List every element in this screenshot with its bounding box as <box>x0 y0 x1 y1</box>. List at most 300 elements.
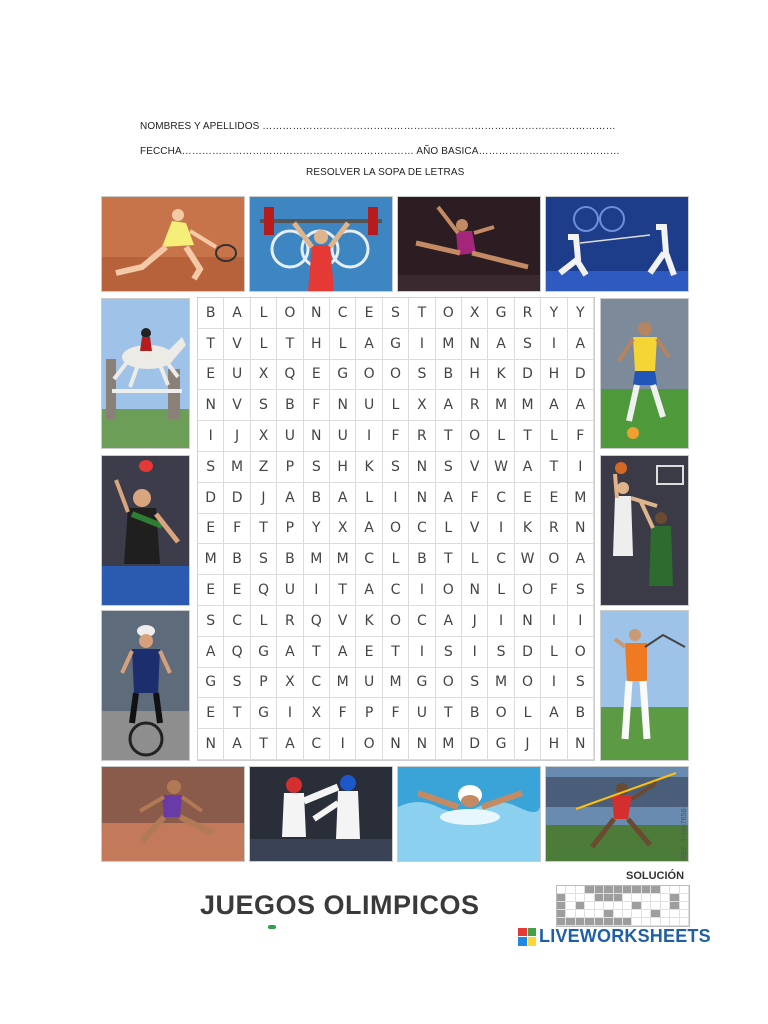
grid-cell[interactable]: A <box>515 452 541 483</box>
grid-cell[interactable]: E <box>356 298 382 329</box>
grid-cell[interactable]: O <box>462 421 488 452</box>
grid-cell[interactable]: F <box>330 698 356 729</box>
solution-cell <box>614 918 623 926</box>
grid-cell[interactable]: H <box>330 452 356 483</box>
solution-cell <box>614 902 623 910</box>
grid-cell[interactable]: M <box>383 668 409 699</box>
solution-cell <box>642 902 651 910</box>
gymnastics-photo <box>397 196 541 292</box>
grid-cell[interactable]: H <box>541 729 567 760</box>
decorative-mark <box>268 925 276 929</box>
grid-cell[interactable]: T <box>436 421 462 452</box>
grid-cell[interactable]: O <box>515 668 541 699</box>
solution-cell <box>557 902 566 910</box>
grid-cell[interactable]: M <box>568 483 594 514</box>
grid-cell[interactable]: M <box>488 668 514 699</box>
grid-cell[interactable]: S <box>488 637 514 668</box>
grid-cell[interactable]: C <box>409 606 435 637</box>
grid-cell[interactable]: S <box>251 390 277 421</box>
grid-cell[interactable]: I <box>541 668 567 699</box>
grid-cell[interactable]: G <box>488 729 514 760</box>
grid-cell[interactable]: F <box>568 421 594 452</box>
grid-cell[interactable]: B <box>436 360 462 391</box>
grid-cell[interactable]: N <box>568 514 594 545</box>
grid-cell[interactable]: N <box>409 452 435 483</box>
golf-photo <box>600 610 689 761</box>
grid-cell[interactable]: T <box>224 698 250 729</box>
worksheet-title: JUEGOS OLIMPICOS <box>200 890 480 920</box>
grid-cell[interactable]: D <box>198 483 224 514</box>
solution-cell <box>595 918 604 926</box>
grid-cell[interactable]: V <box>462 514 488 545</box>
solution-cell <box>585 886 594 894</box>
grid-cell[interactable]: A <box>356 575 382 606</box>
grid-cell[interactable]: O <box>383 360 409 391</box>
grid-cell[interactable]: B <box>224 544 250 575</box>
grid-cell[interactable]: H <box>304 329 330 360</box>
solution-cell <box>670 886 679 894</box>
solution-cell <box>604 910 613 918</box>
grid-cell[interactable]: J <box>515 729 541 760</box>
grid-cell[interactable]: F <box>304 390 330 421</box>
grid-cell[interactable]: F <box>224 514 250 545</box>
grid-cell[interactable]: A <box>198 637 224 668</box>
grid-cell[interactable]: O <box>568 637 594 668</box>
grid-cell[interactable]: T <box>436 698 462 729</box>
solution-cell <box>670 918 679 926</box>
grid-cell[interactable]: L <box>251 606 277 637</box>
grid-cell[interactable]: X <box>462 298 488 329</box>
solution-cell <box>576 902 585 910</box>
grid-cell[interactable]: B <box>568 698 594 729</box>
grid-cell[interactable]: L <box>488 575 514 606</box>
solution-cell <box>595 902 604 910</box>
solution-cell <box>566 894 575 902</box>
javelin-photo <box>545 766 689 862</box>
grid-cell[interactable]: O <box>436 575 462 606</box>
solution-cell <box>661 902 670 910</box>
grid-cell[interactable]: A <box>277 637 303 668</box>
grid-cell[interactable]: S <box>304 452 330 483</box>
grid-cell[interactable]: T <box>251 729 277 760</box>
grid-cell[interactable]: A <box>224 729 250 760</box>
grid-cell[interactable]: T <box>198 329 224 360</box>
solution-cell <box>680 910 689 918</box>
grid-cell[interactable]: Y <box>568 298 594 329</box>
grid-cell[interactable]: G <box>251 698 277 729</box>
grid-cell[interactable]: L <box>515 698 541 729</box>
grid-cell[interactable]: U <box>356 668 382 699</box>
solution-cell <box>614 910 623 918</box>
grid-cell[interactable]: W <box>488 452 514 483</box>
solution-cell <box>614 886 623 894</box>
grid-cell[interactable]: X <box>304 698 330 729</box>
grid-cell[interactable]: N <box>330 390 356 421</box>
grid-cell[interactable]: I <box>462 637 488 668</box>
grid-cell[interactable]: I <box>304 575 330 606</box>
grid-cell[interactable]: J <box>462 606 488 637</box>
solution-cell <box>670 910 679 918</box>
grid-cell[interactable]: I <box>277 698 303 729</box>
grid-cell[interactable]: M <box>330 544 356 575</box>
grid-cell[interactable]: C <box>409 514 435 545</box>
solution-cell <box>670 902 679 910</box>
grid-cell[interactable]: K <box>515 514 541 545</box>
grid-cell[interactable]: E <box>515 483 541 514</box>
grid-cell[interactable]: O <box>515 575 541 606</box>
solution-cell <box>595 910 604 918</box>
solution-cell <box>557 894 566 902</box>
grid-cell[interactable]: N <box>409 729 435 760</box>
grid-cell[interactable]: E <box>541 483 567 514</box>
grid-cell[interactable]: Y <box>541 298 567 329</box>
grid-cell[interactable]: H <box>462 360 488 391</box>
grid-cell[interactable]: A <box>541 390 567 421</box>
grid-cell[interactable]: M <box>515 390 541 421</box>
grid-cell[interactable]: I <box>198 421 224 452</box>
grid-cell[interactable]: Q <box>224 637 250 668</box>
grid-cell[interactable]: A <box>541 698 567 729</box>
solution-cell <box>632 886 641 894</box>
grid-cell[interactable]: O <box>383 514 409 545</box>
grid-cell[interactable]: D <box>462 729 488 760</box>
grid-cell[interactable]: O <box>383 606 409 637</box>
grid-cell[interactable]: F <box>462 483 488 514</box>
swimming-photo <box>397 766 541 862</box>
grid-cell[interactable]: S <box>436 637 462 668</box>
grid-cell[interactable]: T <box>304 637 330 668</box>
grid-cell[interactable]: E <box>198 575 224 606</box>
grid-cell[interactable]: U <box>277 421 303 452</box>
grid-cell[interactable]: L <box>488 421 514 452</box>
grid-cell[interactable]: A <box>488 329 514 360</box>
solution-cell <box>623 886 632 894</box>
solution-cell <box>604 886 613 894</box>
grid-cell[interactable]: E <box>224 575 250 606</box>
grid-cell[interactable]: C <box>304 729 330 760</box>
grid-cell[interactable]: S <box>568 575 594 606</box>
grid-cell[interactable]: S <box>251 544 277 575</box>
solution-cell <box>557 886 566 894</box>
reference-code: REF: 3-1467658-1 <box>681 802 688 860</box>
grid-cell[interactable]: I <box>409 637 435 668</box>
solution-cell <box>651 886 660 894</box>
cycling-photo <box>101 610 190 761</box>
grid-cell[interactable]: A <box>568 329 594 360</box>
grid-cell[interactable]: M <box>304 544 330 575</box>
grid-cell[interactable]: T <box>541 452 567 483</box>
grid-cell[interactable]: B <box>277 544 303 575</box>
grid-cell[interactable]: N <box>515 606 541 637</box>
grid-cell[interactable]: L <box>330 329 356 360</box>
grid-cell[interactable]: A <box>330 637 356 668</box>
grid-cell[interactable]: Z <box>251 452 277 483</box>
solution-cell <box>632 894 641 902</box>
grid-cell[interactable]: V <box>330 606 356 637</box>
grid-cell[interactable]: H <box>541 360 567 391</box>
grid-cell[interactable]: I <box>383 483 409 514</box>
grid-cell[interactable]: I <box>409 575 435 606</box>
grid-cell[interactable]: T <box>436 544 462 575</box>
grid-cell[interactable]: K <box>356 452 382 483</box>
grid-cell[interactable]: F <box>541 575 567 606</box>
taekwondo-photo <box>249 766 393 862</box>
grid-cell[interactable]: U <box>277 575 303 606</box>
grid-cell[interactable]: A <box>436 390 462 421</box>
solution-cell <box>585 918 594 926</box>
equestrian-photo <box>101 298 190 449</box>
grid-cell[interactable]: I <box>488 606 514 637</box>
grid-cell[interactable]: X <box>277 668 303 699</box>
liveworksheets-icon <box>518 928 536 946</box>
grid-cell[interactable]: V <box>224 390 250 421</box>
grid-cell[interactable]: O <box>541 544 567 575</box>
grid-cell[interactable]: X <box>251 421 277 452</box>
grid-cell[interactable]: S <box>568 668 594 699</box>
solution-cell <box>632 910 641 918</box>
grid-cell[interactable]: N <box>409 483 435 514</box>
grid-cell[interactable]: M <box>488 390 514 421</box>
grid-cell[interactable]: P <box>277 514 303 545</box>
solution-cell <box>661 886 670 894</box>
word-search-grid[interactable] <box>197 297 595 761</box>
grid-cell[interactable]: O <box>436 298 462 329</box>
grid-cell[interactable]: E <box>198 360 224 391</box>
solution-cell <box>651 902 660 910</box>
grid-cell[interactable]: O <box>436 668 462 699</box>
grid-cell[interactable]: T <box>515 421 541 452</box>
grid-cell[interactable]: J <box>224 421 250 452</box>
solution-cell <box>566 918 575 926</box>
solution-cell <box>661 910 670 918</box>
grid-cell[interactable]: X <box>330 514 356 545</box>
grid-cell[interactable]: A <box>277 483 303 514</box>
grid-cell[interactable]: O <box>356 360 382 391</box>
solution-cell <box>623 918 632 926</box>
grid-cell[interactable]: C <box>224 606 250 637</box>
name-line: NOMBRES Y APELLIDOS …………………………………………………………………………………………… <box>140 121 616 132</box>
solution-cell <box>566 902 575 910</box>
grid-cell[interactable]: M <box>330 668 356 699</box>
grid-cell[interactable]: J <box>251 483 277 514</box>
grid-cell[interactable]: L <box>541 421 567 452</box>
grid-cell[interactable]: G <box>251 637 277 668</box>
grid-cell[interactable]: C <box>304 668 330 699</box>
grid-cell[interactable]: U <box>224 360 250 391</box>
grid-cell[interactable]: F <box>383 698 409 729</box>
basketball-photo <box>600 455 689 606</box>
solution-cell <box>566 910 575 918</box>
grid-cell[interactable]: L <box>356 483 382 514</box>
solution-cell <box>642 918 651 926</box>
grid-cell[interactable]: R <box>541 514 567 545</box>
solution-cell <box>651 910 660 918</box>
grid-cell[interactable]: D <box>568 360 594 391</box>
grid-cell[interactable]: Y <box>304 514 330 545</box>
grid-cell[interactable]: M <box>436 729 462 760</box>
grid-cell[interactable]: A <box>436 483 462 514</box>
grid-cell[interactable]: G <box>383 329 409 360</box>
grid-cell[interactable]: L <box>462 544 488 575</box>
grid-cell[interactable]: D <box>224 483 250 514</box>
grid-cell[interactable]: A <box>356 514 382 545</box>
grid-cell[interactable]: T <box>277 329 303 360</box>
grid-cell[interactable]: I <box>356 421 382 452</box>
grid-cell[interactable]: R <box>277 606 303 637</box>
grid-cell[interactable]: O <box>277 298 303 329</box>
grid-cell[interactable]: Q <box>251 575 277 606</box>
grid-cell[interactable]: G <box>488 298 514 329</box>
solution-cell <box>595 894 604 902</box>
grid-cell[interactable]: I <box>568 606 594 637</box>
grid-cell[interactable]: P <box>251 668 277 699</box>
weightlifting-photo <box>249 196 393 292</box>
solution-cell <box>604 894 613 902</box>
grid-cell[interactable]: U <box>330 421 356 452</box>
grid-cell[interactable]: N <box>198 729 224 760</box>
grid-cell[interactable]: S <box>462 668 488 699</box>
grid-cell[interactable]: L <box>383 390 409 421</box>
grid-cell[interactable]: S <box>383 452 409 483</box>
fencing-photo <box>545 196 689 292</box>
grid-cell[interactable]: N <box>462 575 488 606</box>
grid-cell[interactable]: V <box>462 452 488 483</box>
solution-cell <box>576 886 585 894</box>
grid-cell[interactable]: N <box>568 729 594 760</box>
solution-cell <box>680 894 689 902</box>
table-tennis-photo <box>101 455 190 606</box>
grid-cell[interactable]: B <box>277 390 303 421</box>
grid-cell[interactable]: S <box>436 452 462 483</box>
solution-cell <box>680 918 689 926</box>
grid-cell[interactable]: K <box>356 606 382 637</box>
solution-cell <box>576 918 585 926</box>
grid-cell[interactable]: A <box>356 329 382 360</box>
solution-cell <box>604 918 613 926</box>
grid-cell[interactable]: R <box>462 390 488 421</box>
solution-cell <box>566 886 575 894</box>
grid-cell[interactable]: N <box>304 421 330 452</box>
grid-cell[interactable]: U <box>356 390 382 421</box>
grid-cell[interactable]: X <box>251 360 277 391</box>
solution-cell <box>557 910 566 918</box>
grid-cell[interactable]: S <box>198 606 224 637</box>
grid-cell[interactable]: I <box>568 452 594 483</box>
grid-cell[interactable]: Q <box>304 606 330 637</box>
grid-cell[interactable]: G <box>409 668 435 699</box>
grid-cell[interactable]: L <box>251 329 277 360</box>
grid-cell[interactable]: I <box>541 329 567 360</box>
solution-cell <box>623 894 632 902</box>
grid-cell[interactable]: G <box>330 360 356 391</box>
solution-cell <box>661 894 670 902</box>
grid-cell[interactable]: I <box>409 329 435 360</box>
grid-cell[interactable]: Q <box>277 360 303 391</box>
grid-cell[interactable]: A <box>277 729 303 760</box>
grid-cell[interactable]: N <box>462 329 488 360</box>
grid-cell[interactable]: S <box>224 668 250 699</box>
grid-cell[interactable]: T <box>409 298 435 329</box>
grid-cell[interactable]: C <box>330 298 356 329</box>
grid-cell[interactable]: P <box>356 698 382 729</box>
solution-cell <box>623 910 632 918</box>
solution-cell <box>642 886 651 894</box>
grid-cell[interactable]: B <box>198 298 224 329</box>
grid-cell[interactable]: P <box>277 452 303 483</box>
grid-cell[interactable]: T <box>330 575 356 606</box>
grid-cell[interactable]: E <box>304 360 330 391</box>
grid-cell[interactable]: W <box>515 544 541 575</box>
grid-cell[interactable]: F <box>383 421 409 452</box>
grid-cell[interactable]: A <box>224 298 250 329</box>
grid-cell[interactable]: D <box>515 637 541 668</box>
grid-cell[interactable]: N <box>383 729 409 760</box>
grid-cell[interactable]: B <box>462 698 488 729</box>
grid-cell[interactable]: I <box>330 729 356 760</box>
grid-cell[interactable]: S <box>383 298 409 329</box>
grid-cell[interactable]: T <box>383 637 409 668</box>
grid-cell[interactable]: S <box>198 452 224 483</box>
grid-cell[interactable]: E <box>198 698 224 729</box>
grid-cell[interactable]: L <box>541 637 567 668</box>
grid-cell[interactable]: R <box>409 421 435 452</box>
solution-cell <box>632 902 641 910</box>
grid-cell[interactable]: D <box>515 360 541 391</box>
grid-cell[interactable]: C <box>383 575 409 606</box>
grid-cell[interactable]: B <box>409 544 435 575</box>
solution-cell <box>623 902 632 910</box>
grid-cell[interactable]: N <box>304 298 330 329</box>
grid-cell[interactable]: X <box>409 390 435 421</box>
grid-cell[interactable]: N <box>198 390 224 421</box>
grid-cell[interactable]: L <box>383 544 409 575</box>
grid-cell[interactable]: O <box>356 729 382 760</box>
grid-cell[interactable]: I <box>488 514 514 545</box>
grid-cell[interactable]: A <box>330 483 356 514</box>
solution-cell <box>585 894 594 902</box>
grid-cell[interactable]: C <box>488 483 514 514</box>
grid-cell[interactable]: S <box>515 329 541 360</box>
solution-cell <box>576 910 585 918</box>
liveworksheets-text: LIVEWORKSHEETS <box>539 926 711 946</box>
long-jump-photo <box>101 766 245 862</box>
grid-cell[interactable]: I <box>541 606 567 637</box>
grid-cell[interactable]: E <box>198 514 224 545</box>
grid-cell[interactable]: C <box>356 544 382 575</box>
grid-cell[interactable]: T <box>251 514 277 545</box>
grid-cell[interactable]: U <box>409 698 435 729</box>
grid-cell[interactable]: B <box>304 483 330 514</box>
grid-cell[interactable]: L <box>251 298 277 329</box>
grid-cell[interactable]: S <box>409 360 435 391</box>
tennis-photo <box>101 196 245 292</box>
grid-cell[interactable]: E <box>356 637 382 668</box>
grid-cell[interactable]: M <box>436 329 462 360</box>
grid-cell[interactable]: V <box>224 329 250 360</box>
grid-cell[interactable]: A <box>568 544 594 575</box>
grid-cell[interactable]: C <box>488 544 514 575</box>
grid-cell[interactable]: A <box>436 606 462 637</box>
grid-cell[interactable]: L <box>436 514 462 545</box>
grid-cell[interactable]: A <box>568 390 594 421</box>
grid-cell[interactable]: G <box>198 668 224 699</box>
grid-cell[interactable]: M <box>198 544 224 575</box>
grid-cell[interactable]: K <box>488 360 514 391</box>
grid-cell[interactable]: M <box>224 452 250 483</box>
grid-cell[interactable]: R <box>515 298 541 329</box>
solution-cell <box>576 894 585 902</box>
grid-cell[interactable]: O <box>488 698 514 729</box>
